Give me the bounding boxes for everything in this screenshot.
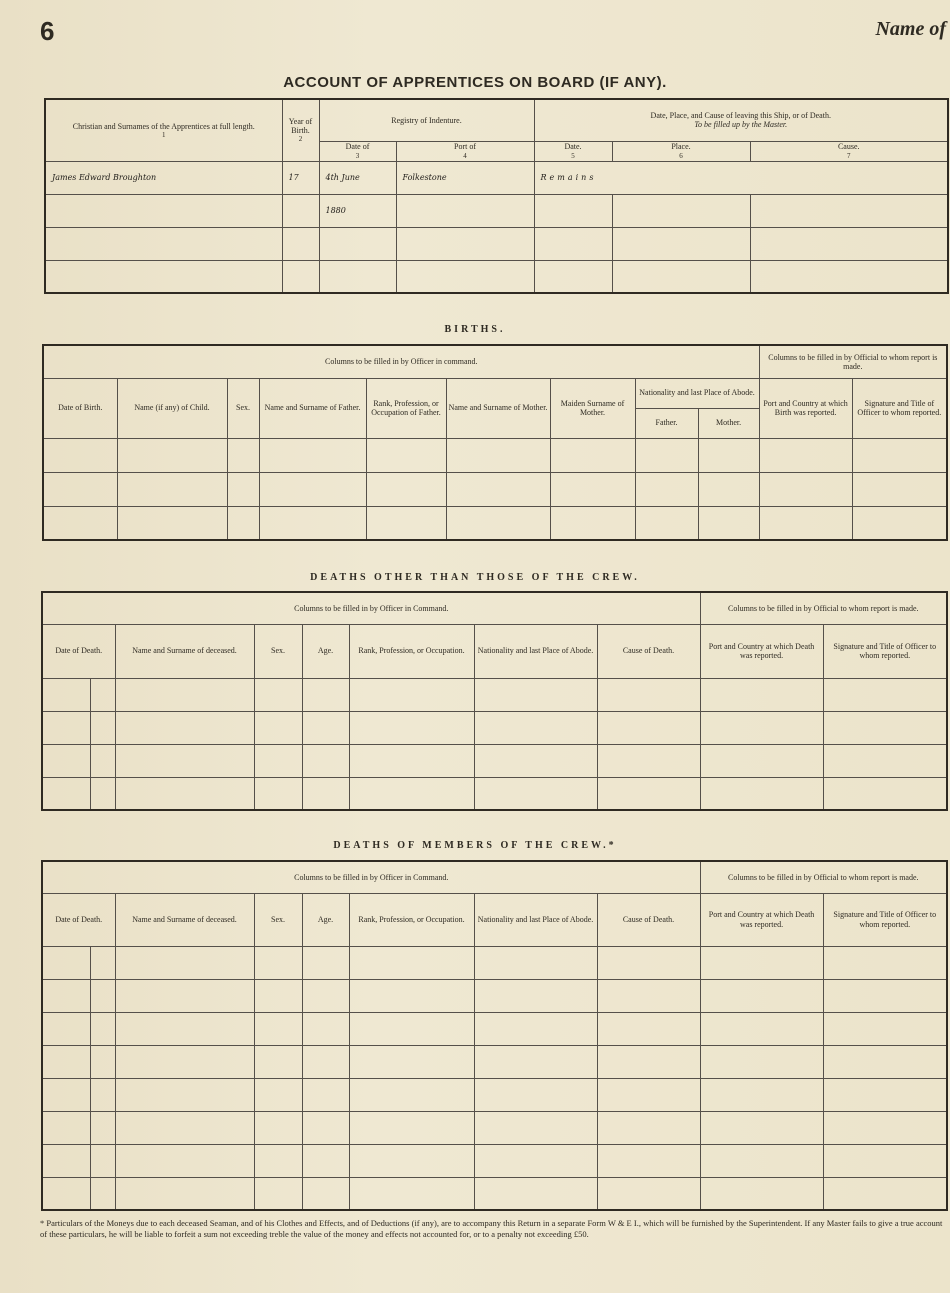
births-official-note: Columns to be filled in by Official to whom report is made. — [759, 345, 947, 378]
col-date-of-birth: Date of Birth. — [43, 378, 117, 438]
col-rank: Rank, Profession, or Occupation. — [349, 893, 474, 946]
col-rank: Rank, Profession, or Occupation. — [349, 624, 474, 678]
entry-year-of-birth: 17 — [282, 161, 319, 194]
col-nationality: Nationality and last Place of Abode. — [474, 893, 597, 946]
entry-indenture-date: 4th June — [319, 161, 396, 194]
entry-indenture-year: 1880 — [319, 194, 396, 227]
col-date-of-death: Date of Death. — [42, 893, 115, 946]
col-nationality: Nationality and last Place of Abode. — [635, 378, 759, 408]
col-port-reported: Port and Country at which Birth was reported. — [759, 378, 852, 438]
deaths-crew-officer-note: Columns to be filled in by Officer in Command. — [42, 861, 700, 893]
col-nationality: Nationality and last Place of Abode. — [474, 624, 597, 678]
deaths-other-table — [41, 591, 948, 811]
col-father-rank: Rank, Profession, or Occupation of Father. — [366, 378, 446, 438]
deaths-crew-official-note: Columns to be filled in by Official to whom report is made. — [700, 861, 947, 893]
col-sex: Sex. — [227, 378, 259, 438]
col-sex: Sex. — [254, 893, 302, 946]
col-date: Date. 5 — [534, 141, 612, 161]
col-date-of: Date of 3 — [319, 141, 396, 161]
col-registry: Registry of Indenture. — [319, 99, 534, 141]
apprentices-title: ACCOUNT OF APPRENTICES ON BOARD (IF ANY). — [283, 74, 667, 91]
births-table — [42, 344, 948, 541]
col-child-name: Name (if any) of Child. — [117, 378, 227, 438]
col-cause-of-death: Cause of Death. — [597, 624, 700, 678]
col-signature: Signature and Title of Officer to whom reported. — [823, 893, 947, 946]
col-cause-of-death: Cause of Death. — [597, 893, 700, 946]
header-right: Name of — [875, 18, 946, 40]
col-place: Place. 6 — [612, 141, 750, 161]
col-sex: Sex. — [254, 624, 302, 678]
col-signature: Signature and Title of Officer to whom reported. — [823, 624, 947, 678]
deaths-other-official-note: Columns to be filled in by Official to whom report is made. — [700, 592, 947, 624]
col-nat-mother: Mother. — [698, 408, 759, 438]
col-maiden-surname: Maiden Surname of Mother. — [550, 378, 635, 438]
entry-status: Remains — [534, 161, 948, 194]
col-age: Age. — [302, 624, 349, 678]
col-deceased-name: Name and Surname of deceased. — [115, 624, 254, 678]
col-port-of: Port of 4 — [396, 141, 534, 161]
deaths-crew-title: DEATHS OF MEMBERS OF THE CREW.* — [333, 840, 617, 851]
deaths-other-title: DEATHS OTHER THAN THOSE OF THE CREW. — [310, 572, 640, 583]
col-year-of-birth: Year of Birth. 2 — [282, 99, 319, 161]
col-leaving: Date, Place, and Cause of leaving this Ship, or of Death. To be filled up by the Master. — [534, 99, 948, 141]
entry-indenture-port: Folkestone — [396, 161, 534, 194]
col-signature: Signature and Title of Officer to whom reported. — [852, 378, 947, 438]
col-father-name: Name and Surname of Father. — [259, 378, 366, 438]
col-mother-name: Name and Surname of Mother. — [446, 378, 550, 438]
footnote: * Particulars of the Moneys due to each deceased Seaman, and of his Clothes and Effects, and of Deductions (if any), are to accompany this Return in a separate Form W & E I., which will be furnished by the Superintendent. If any Master fails to give a true account of these particulars, he will be liable to forfeit a sum not exceeding treble the value of the money and effects not accounted for, or to a penalty not exceeding £50. — [40, 1218, 943, 1240]
col-nat-father: Father. — [635, 408, 698, 438]
col-date-of-death: Date of Death. — [42, 624, 115, 678]
births-officer-note: Columns to be filled in by Officer in command. — [43, 345, 759, 378]
deaths-crew-table — [41, 860, 948, 1211]
col-port-reported: Port and Country at which Death was reported. — [700, 624, 823, 678]
col-deceased-name: Name and Surname of deceased. — [115, 893, 254, 946]
col-port-reported: Port and Country at which Death was reported. — [700, 893, 823, 946]
col-age: Age. — [302, 893, 349, 946]
apprentices-table — [44, 98, 949, 294]
births-title: BIRTHS. — [444, 324, 506, 335]
entry-apprentice-name: James Edward Broughton — [45, 161, 282, 194]
col-apprentice-name: Christian and Surnames of the Apprentices at full length. 1 — [45, 99, 282, 161]
col-cause: Cause. 7 — [750, 141, 948, 161]
page-number: 6 — [40, 16, 55, 46]
deaths-other-officer-note: Columns to be filled in by Officer in Command. — [42, 592, 700, 624]
